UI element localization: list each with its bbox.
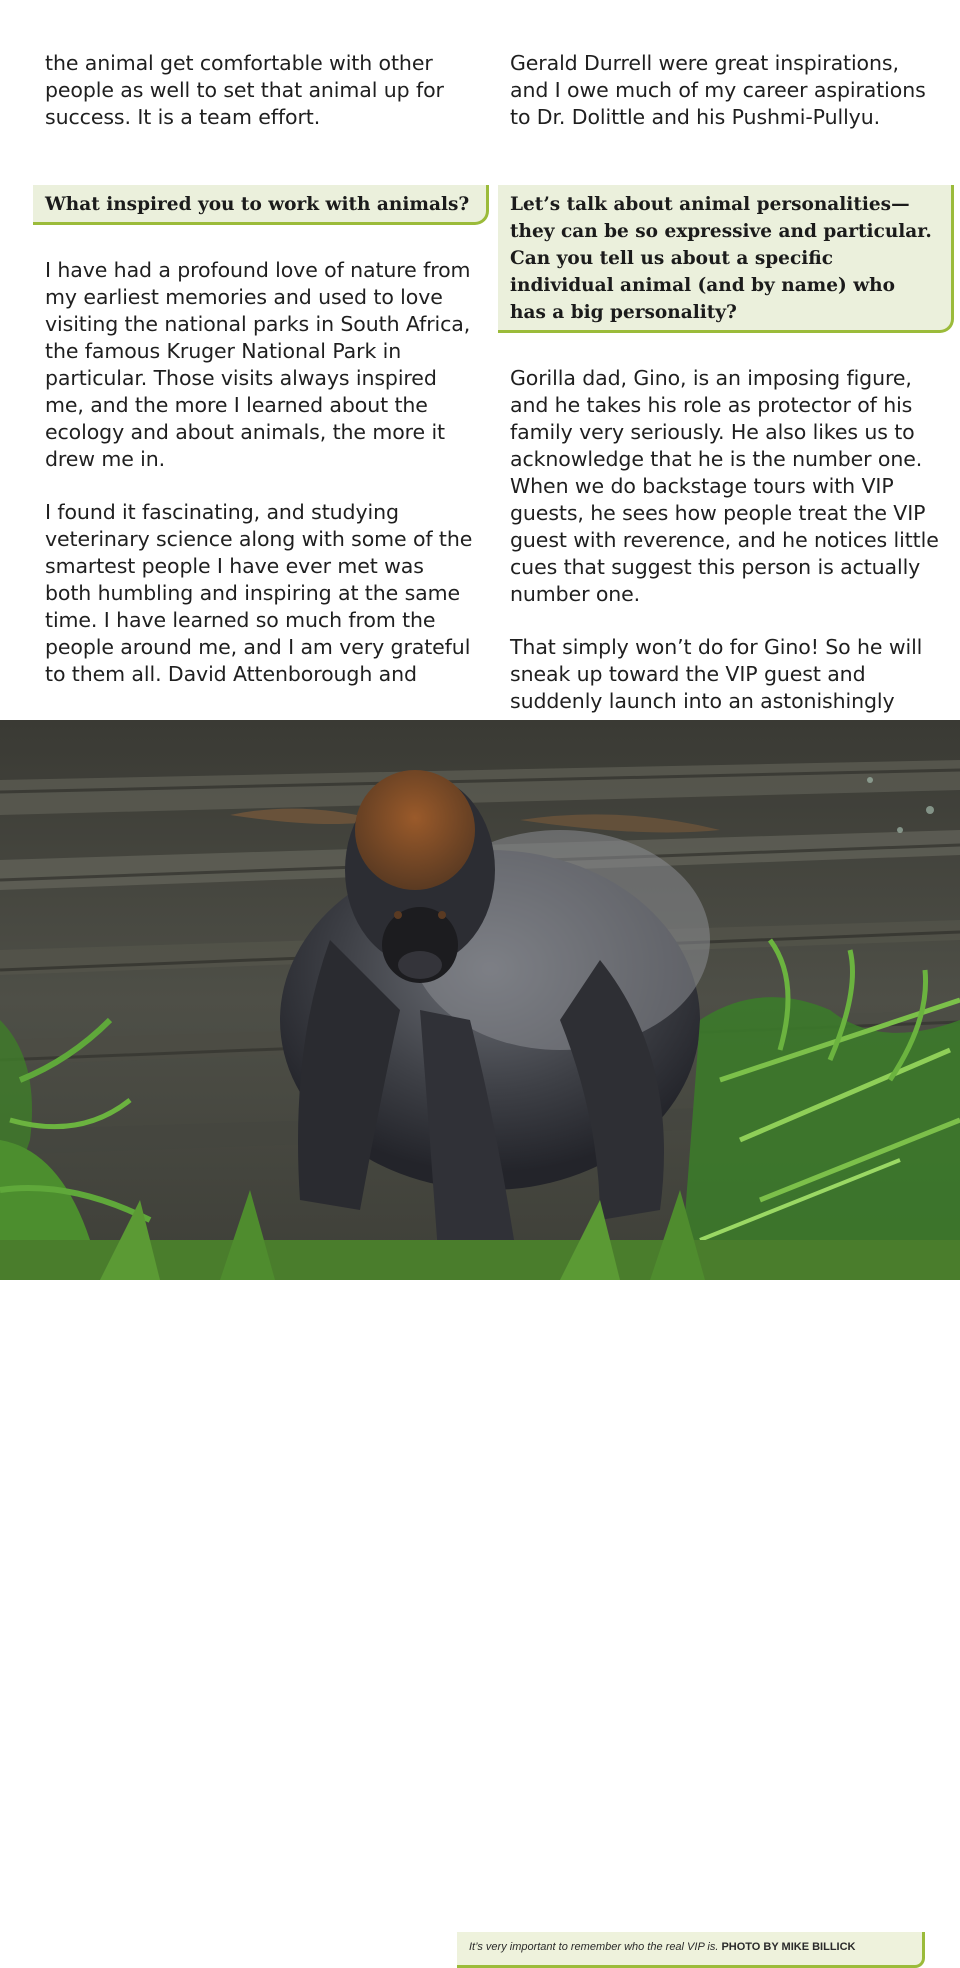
gorilla-photo-illustration [0,720,960,1280]
left-answer-paragraph-1: I have had a profound love of nature from my earliest memories and used to love visiting the national parks in South Africa, the famous Kruger National Park in particular. Those visits always inspired me, and the more I learned about the ecology and about animals, the more it drew me in. [45,258,471,471]
photo-credit: PHOTO BY MIKE BILLICK [721,1941,856,1953]
right-column [510,50,940,741]
left-question-box: What inspired you to work with animals? [33,185,489,225]
photo-caption [457,1932,925,1968]
right-question-box: Let’s talk about animal personalities—they can be so expressive and particular. Can you tell us about a specific individual animal (and by name) who has a big personality? [498,185,954,333]
gorilla-photo [0,720,960,1953]
right-answer-paragraph-2: That simply won’t do for Gino! So he will sneak up toward the VIP guest and suddenly launch into an astonishingly [510,635,923,713]
left-column [45,50,475,714]
right-intro-paragraph: Gerald Durrell were great inspirations, and I owe much of my career aspirations to Dr. Dolittle and his Pushmi-Pullyu. [510,51,926,129]
right-answer-paragraph-1: Gorilla dad, Gino, is an imposing figure, and he takes his role as protector of his family very seriously. He also likes us to acknowledge that he is the number one. When we do backstage tours with VIP guests, he sees how people treat the VIP guest with reverence, and he notices little cues that suggest this person is actually number one. [510,366,939,606]
left-answer-paragraph-2: I found it fascinating, and studying veterinary science along with some of the smartest people I have ever met was both humbling and inspiring at the same time. I have learned so much from the people around me, and I am very grateful to them all. David Attenborough and [45,500,473,686]
photo-caption-text: It’s very important to remember who the real VIP is. [469,1941,719,1953]
left-intro-paragraph: the animal get comfortable with other people as well to set that animal up for success. It is a team effort. [45,51,444,129]
